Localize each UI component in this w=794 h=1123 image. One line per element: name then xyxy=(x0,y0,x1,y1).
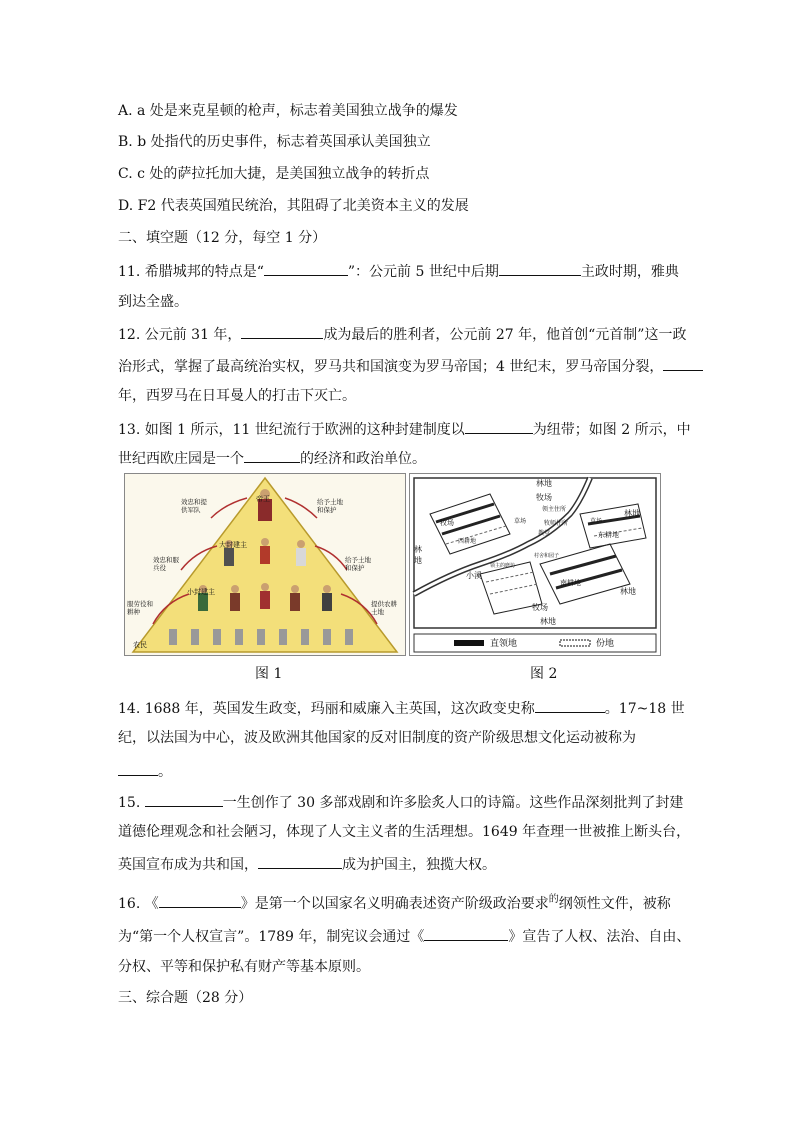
map-label-meadow-2: 草场 xyxy=(590,518,603,525)
note-right-1: 给予土地和保护 xyxy=(317,498,343,514)
q16-blank-1[interactable] xyxy=(159,892,241,908)
q15-text-2: 一生创作了 30 多部戏剧和许多脍炙人口的诗篇。这些作品深刻批判了封建 xyxy=(222,795,684,811)
q12-text-2: 成为最后的胜利者，公元前 27 年，他首创“元首制”这一政 xyxy=(323,327,687,343)
map-label-mill: 领主的磨坊 xyxy=(490,563,516,569)
option-b: B. b 处指代的历史事件，标志着英国承认美国独立 xyxy=(118,134,431,150)
note-left-3: 服劳役和耕种 xyxy=(127,600,153,616)
map-label-east-field: 东耕地 xyxy=(598,531,619,539)
q13-text-3: 世纪西欧庄园是一个 xyxy=(118,451,244,467)
level-lord-label: 大封建主 xyxy=(219,541,247,549)
question-13-line-1 xyxy=(118,418,691,440)
q11-blank-2[interactable] xyxy=(499,260,581,276)
q12-text-1: 12. 公元前 31 年， xyxy=(118,327,242,343)
q15-text-1: 15. xyxy=(118,795,141,811)
question-13-line-2 xyxy=(118,447,426,469)
manor-map-illustration xyxy=(410,474,660,655)
question-15-line-1 xyxy=(118,791,683,813)
map-label-meadow-1: 草场 xyxy=(514,518,527,525)
q13-blank-1[interactable] xyxy=(465,418,533,434)
map-label-church: 教堂 xyxy=(538,530,551,537)
question-16-line-2 xyxy=(118,925,690,947)
option-d: D. F2 代表英国殖民统治，其阻碍了北美资本主义的发展 xyxy=(118,198,469,214)
q16-blank-2[interactable] xyxy=(424,925,508,941)
map-label-pasture-top: 牧场 xyxy=(536,493,552,502)
option-c: C. c 处的萨拉托加大捷，是美国独立战争的转折点 xyxy=(118,166,430,182)
note-right-2: 给予土地和保护 xyxy=(345,556,371,572)
figure-2-manor-map xyxy=(409,473,661,656)
question-15-line-2: 道德伦理观念和社会陋习，体现了人文主义者的生活理想。1649 年查理一世被推上断头台， xyxy=(118,824,691,840)
q11-text-3: 主政时期，雅典 xyxy=(580,264,679,280)
level-peasant-label: 农民 xyxy=(133,641,147,649)
q16-text-3: 纲领性文件，被称 xyxy=(558,896,671,912)
q14-text-1: 14. 1688 年，英国发生政变，玛丽和威廉入主英国，这次政变史称 xyxy=(118,701,535,717)
legend-demesne-label: 直领地 xyxy=(490,639,518,649)
map-label-parsonage: 牧师住所 xyxy=(544,520,569,527)
q15-text-5: 成为护国主，独揽大权。 xyxy=(342,857,496,873)
question-11-line-2: 到达全盛。 xyxy=(118,294,188,310)
q13-text-2: 为纽带；如图 2 所示，中 xyxy=(532,422,691,438)
q14-text-4: 。 xyxy=(158,764,172,780)
q11-text-1: 11. 希腊城邦的特点是“ xyxy=(118,264,264,280)
question-11-line-1 xyxy=(118,260,679,282)
q12-text-3: 治形式，掌握了最高统治实权，罗马共和国演变为罗马帝国；4 世纪末，罗马帝国分裂， xyxy=(118,359,664,375)
figure-2-caption: 图 2 xyxy=(530,666,558,682)
q15-blank-2[interactable] xyxy=(258,853,342,869)
note-left-2: 效忠和服兵役 xyxy=(153,556,179,572)
question-14-line-3 xyxy=(118,760,172,782)
legend-demesne-swatch xyxy=(454,640,484,646)
q15-text-4: 英国宣布成为共和国， xyxy=(118,857,258,873)
q16-text-de: 的 xyxy=(548,894,559,905)
map-label-manor-house: 领主住所 xyxy=(542,506,567,513)
q15-blank-1[interactable] xyxy=(145,791,223,807)
question-16-line-1 xyxy=(118,890,671,914)
legend-tenant-label: 份地 xyxy=(596,639,615,649)
map-label-woodland-east: 林地 xyxy=(624,509,640,518)
option-a: A. a 处是来克星顿的枪声，标志着美国独立战争的爆发 xyxy=(118,103,458,119)
section-heading-fill-blank: 二、填空题（12 分，每空 1 分） xyxy=(118,230,327,246)
note-left-1: 效忠和提供军队 xyxy=(181,498,207,514)
q16-text-2: 》是第一个以国家名义明确表述资产阶级政治要求 xyxy=(240,896,549,912)
q12-blank-2[interactable] xyxy=(663,355,703,371)
map-label-pasture-south: 牧场 xyxy=(532,603,548,612)
q13-text-4: 的经济和政治单位。 xyxy=(300,451,426,467)
level-king-label: 帝王 xyxy=(256,495,270,503)
q14-blank-2[interactable] xyxy=(118,760,158,776)
level-vassal-label: 小封建主 xyxy=(187,588,215,596)
map-label-woodland-se: 林地 xyxy=(620,587,636,596)
note-right-3: 提供农耕土地 xyxy=(371,600,397,616)
figure-1-feudal-pyramid xyxy=(124,473,406,656)
q13-text-1: 13. 如图 1 所示，11 世纪流行于欧洲的这种封建制度以 xyxy=(118,422,465,438)
q16-text-1: 16. 《 xyxy=(118,896,159,912)
q11-blank-1[interactable] xyxy=(264,260,348,276)
q14-blank-1[interactable] xyxy=(535,697,605,713)
figure-1-caption: 图 1 xyxy=(255,666,283,682)
map-label-pasture-west: 牧场 xyxy=(440,519,454,527)
legend-tenant-swatch xyxy=(560,640,590,646)
map-label-west-field: 西耕地 xyxy=(458,538,477,545)
map-label-woodland-top: 林地 xyxy=(536,479,552,488)
question-16-line-3: 分权、平等和保护私有财产等基本原则。 xyxy=(118,959,370,975)
question-12-line-2 xyxy=(118,355,703,377)
map-label-south-field: 南耕地 xyxy=(560,579,581,587)
section-heading-comprehensive: 三、综合题（28 分） xyxy=(118,990,253,1006)
question-12-line-1 xyxy=(118,323,686,345)
map-label-stream: 小溪 xyxy=(466,571,482,580)
peasants-figures xyxy=(169,629,353,645)
question-14-line-2: 纪，以法国为中心，波及欧洲其他国家的反对旧制度的资产阶级思想文化运动被称为 xyxy=(118,730,636,746)
q13-blank-2[interactable] xyxy=(244,447,300,463)
q12-blank-1[interactable] xyxy=(241,323,323,339)
question-14-line-1 xyxy=(118,697,685,719)
q14-text-2: 。17~18 世 xyxy=(604,701,685,717)
map-label-woodland-west: 林地 xyxy=(414,545,422,565)
map-label-woodland-south: 林地 xyxy=(540,617,556,626)
q16-text-5: 》宣告了人权、法治、自由、 xyxy=(508,929,691,945)
question-15-line-3 xyxy=(118,853,496,875)
map-label-cottages: 村舍和园子 xyxy=(534,553,560,559)
q16-text-4: 为“第一个人权宣言”。1789 年，制宪议会通过《 xyxy=(118,929,425,945)
q11-text-2: ”：公元前 5 世纪中后期 xyxy=(347,264,499,280)
question-12-line-3: 年，西罗马在日耳曼人的打击下灭亡。 xyxy=(118,388,356,404)
